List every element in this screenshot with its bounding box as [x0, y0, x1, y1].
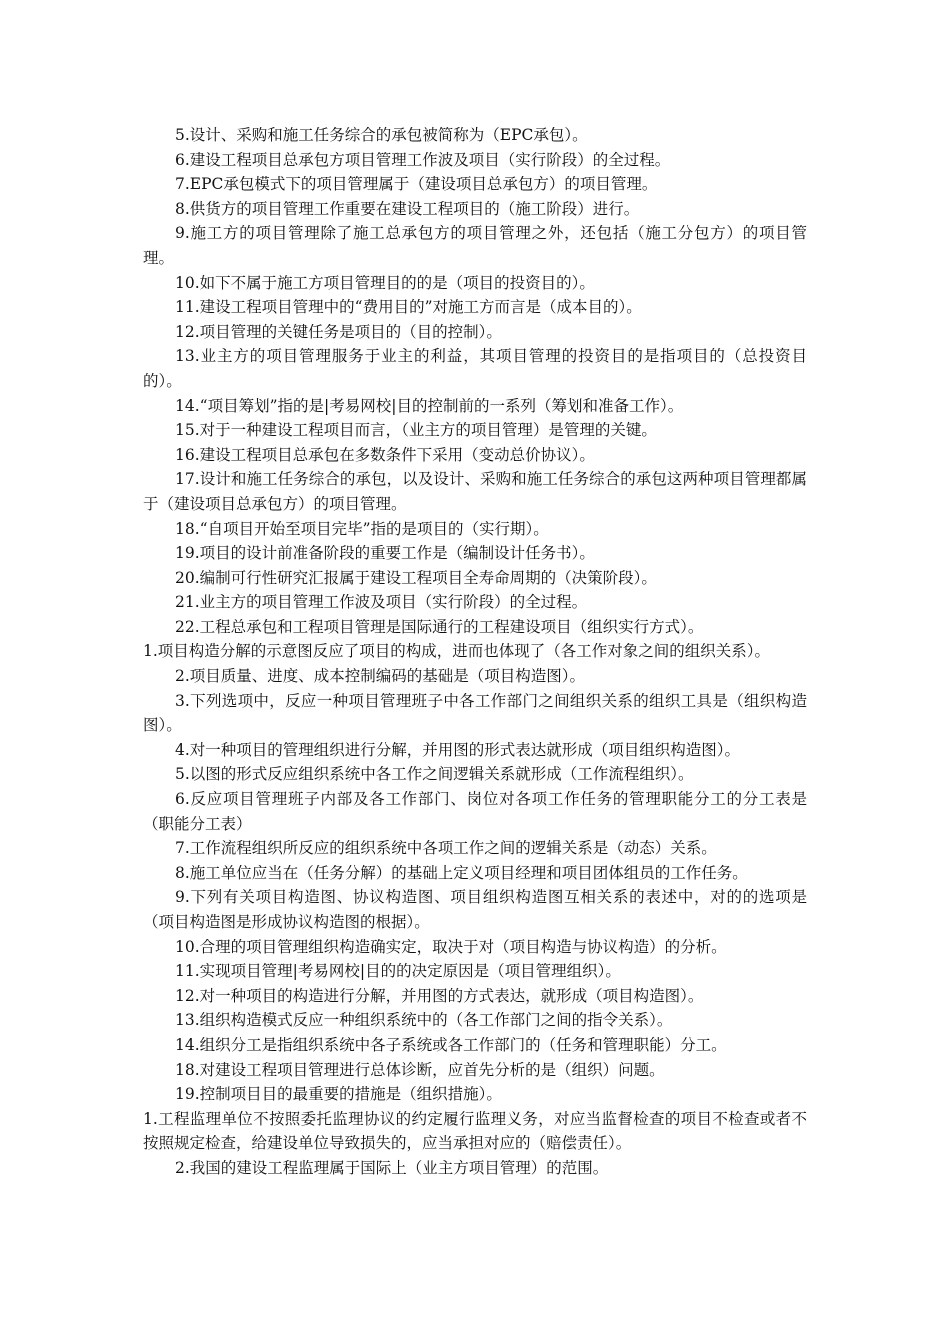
paragraph: 16.建设工程项目总承包在多数条件下采用（变动总价协议）。	[175, 445, 595, 464]
paragraph: 1.工程监理单位不按照委托监理协议的约定履行监理义务，对应当监督检查的项目不检查或者不按照规定检查，给建设单位导致损失的，应当承担对应的（赔偿责任）。	[143, 1109, 807, 1153]
paragraph: 10.合理的项目管理组织构造确实定，取决于对（项目构造与协议构造）的分析。	[175, 937, 727, 956]
paragraph: 17.设计和施工任务综合的承包，以及设计、采购和施工任务综合的承包这两种项目管理都属于（建设项目总承包方）的项目管理。	[143, 470, 807, 513]
paragraph: 5.设计、采购和施工任务综合的承包被简称为（EPC承包）。	[175, 126, 588, 144]
paragraph: 18.“自项目开始至项目完毕”指的是项目的（实行期）。	[175, 519, 549, 538]
paragraph: 13.组织构造模式反应一种组织系统中的（各工作部门之间的指令关系）。	[175, 1011, 673, 1030]
paragraph: 22.工程总承包和工程项目管理是国际通行的工程建设项目（组织实行方式）。	[175, 617, 704, 636]
document-body	[143, 123, 807, 1181]
paragraph: 3.下列选项中，反应一种项目管理班子中各工作部门之间组织关系的组织工具是（组织构造图）。	[143, 691, 807, 735]
paragraph: 20.编制可行性研究汇报属于建设工程项目全寿命周期的（决策阶段）。	[175, 568, 657, 587]
paragraph: 7.EPC承包模式下的项目管理属于（建设项目总承包方）的项目管理。	[175, 175, 658, 194]
paragraph: 14.组织分工是指组织系统中各子系统或各工作部门的（任务和管理职能）分工。	[175, 1035, 727, 1054]
paragraph: 10.如下不属于施工方项目管理目的的是（项目的投资目的）。	[175, 273, 595, 292]
paragraph: 8.施工单位应当在（任务分解）的基础上定义项目经理和项目团体组员的工作任务。	[175, 863, 748, 882]
paragraph: 6.反应项目管理班子内部及各工作部门、岗位对各项工作任务的管理职能分工的分工表是（职能分工表）	[143, 790, 807, 833]
paragraph: 19.控制项目目的最重要的措施是（组织措施）。	[175, 1085, 502, 1104]
paragraph: 12.项目管理的关键任务是项目的（目的控制）。	[175, 322, 502, 341]
paragraph: 4.对一种项目的管理组织进行分解，并用图的形式表达就形成（项目组织构造图）。	[175, 740, 741, 759]
paragraph: 5.以图的形式反应组织系统中各工作之间逻辑关系就形成（工作流程组织）。	[175, 765, 694, 784]
paragraph: 21.业主方的项目管理工作波及项目（实行阶段）的全过程。	[175, 593, 588, 612]
paragraph: 2.项目质量、进度、成本控制编码的基础是（项目构造图）。	[175, 667, 586, 686]
paragraph: 6.建设工程项目总承包方项目管理工作波及项目（实行阶段）的全过程。	[175, 150, 671, 169]
paragraph: 9.施工方的项目管理除了施工总承包方的项目管理之外，还包括（施工分包方）的项目管理。	[143, 224, 807, 267]
paragraph: 18.对建设工程项目管理进行总体诊断，应首先分析的是（组织）问题。	[175, 1060, 665, 1079]
paragraph: 11.实现项目管理|考易网校|目的的决定原因是（项目管理组织）。	[175, 962, 621, 981]
paragraph: 19.项目的设计前准备阶段的重要工作是（编制设计任务书）。	[175, 544, 595, 563]
paragraph: 7.工作流程组织所反应的组织系统中各项工作之间的逻辑关系是（动态）关系。	[175, 839, 717, 858]
paragraph: 1.项目构造分解的示意图反应了项目的构成，进而也体现了（各工作对象之间的组织关系）。	[143, 642, 771, 661]
paragraph: 11.建设工程项目管理中的“费用目的”对施工方而言是（成本目的）。	[175, 298, 642, 317]
paragraph: 9.下列有关项目构造图、协议构造图、项目组织构造图互相关系的表述中，对的的选项是（项目构造图是形成协议构造图的根据）。	[143, 888, 807, 931]
paragraph: 12.对一种项目的构造进行分解，并用图的方式表达，就形成（项目构造图）。	[175, 986, 704, 1005]
paragraph: 14.“项目筹划”指的是|考易网校|目的控制前的一系列（筹划和准备工作）。	[175, 396, 684, 415]
paragraph: 8.供货方的项目管理工作重要在建设工程项目的（施工阶段）进行。	[175, 199, 640, 218]
paragraph: 2.我国的建设工程监理属于国际上（业主方项目管理）的范围。	[175, 1158, 609, 1177]
paragraph: 13.业主方的项目管理服务于业主的利益，其项目管理的投资目的是指项目的（总投资目的）。	[143, 347, 807, 390]
paragraph: 15.对于一种建设工程项目而言，（业主方的项目管理）是管理的关键。	[175, 421, 657, 440]
